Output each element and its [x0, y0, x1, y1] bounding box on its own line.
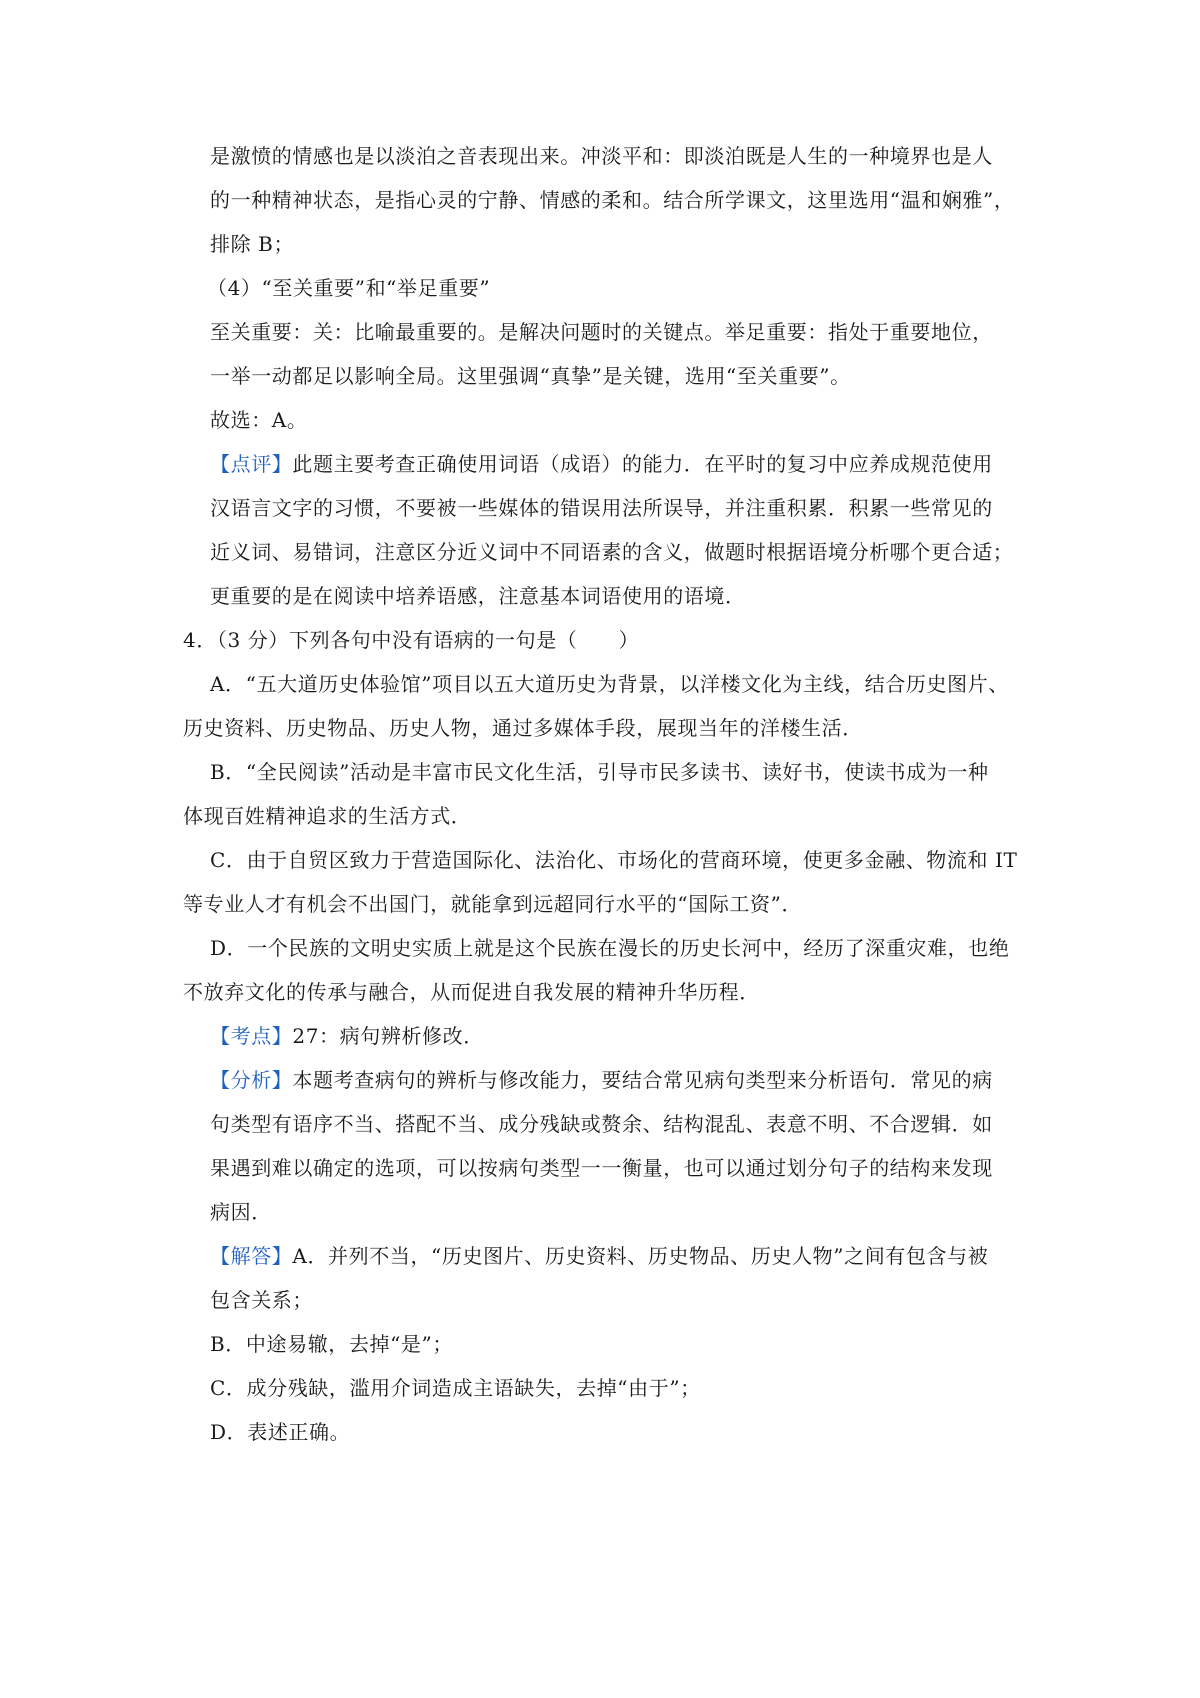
option-d-line1: D．一个民族的文明史实质上就是这个民族在漫长的历史长河中，经历了深重灾难，也绝: [210, 936, 1010, 960]
kaodian-line: [210, 1023, 484, 1049]
answer-line: 故选：A。: [210, 408, 308, 432]
review-line: 近义词、易错词，注意区分近义词中不同语素的含义，做题时根据语境分析哪个更合适；: [210, 540, 1014, 564]
analysis-line: 句类型有语序不当、搭配不当、成分残缺或赘余、结构混乱、表意不明、不合逻辑．如: [210, 1112, 993, 1136]
analysis-line: 果遇到难以确定的选项，可以按病句类型一一衡量，也可以通过划分句子的结构来发现: [210, 1156, 993, 1180]
option-c-line1: C．由于自贸区致力于营造国际化、法治化、市场化的营商环境，使更多金融、物流和 IT: [210, 848, 1018, 872]
item4-explanation-line: 至关重要：关：比喻最重要的。是解决问题时的关键点。举足重要：指处于重要地位，: [210, 320, 993, 344]
option-b-line2: 体现百姓精神追求的生活方式．: [183, 804, 472, 828]
analysis-line: 病因．: [210, 1200, 272, 1224]
kaodian-text: 27：病句辨析修改．: [292, 1024, 484, 1048]
solution-line: D．表述正确。: [210, 1420, 351, 1444]
review-line: 汉语言文字的习惯，不要被一些媒体的错误用法所误导，并注重积累．积累一些常见的: [210, 496, 993, 520]
kaodian-tag: 【考点】: [210, 1024, 293, 1048]
analysis-text: 本题考查病句的辨析与修改能力，要结合常见病句类型来分析语句．常见的病: [292, 1068, 993, 1092]
option-c-line2: 等专业人才有机会不出国门，就能拿到远超同行水平的“国际工资”．: [183, 892, 803, 916]
option-d-line2: 不放弃文化的传承与融合，从而促进自我发展的精神升华历程．: [183, 980, 760, 1004]
question-stem: 4．（3 分）下列各句中没有语病的一句是（ ）: [183, 628, 640, 652]
solution-tag: 【解答】: [210, 1244, 293, 1268]
solution-line: 包含关系；: [210, 1288, 313, 1312]
prev-explanation-line: 排除 B；: [210, 232, 295, 256]
prev-explanation-line: 的一种精神状态，是指心灵的宁静、情感的柔和。结合所学课文，这里选用“温和娴雅”，: [210, 188, 1015, 212]
solution-text: A．并列不当，“历史图片、历史资料、历史物品、历史人物”之间有包含与被: [292, 1244, 989, 1268]
item4-explanation-line: 一举一动都足以影响全局。这里强调“真挚”是关键，选用“至关重要”。: [210, 364, 851, 388]
analysis-first-line: [210, 1067, 993, 1093]
item4-heading: （4）“至关重要”和“举足重要”: [207, 276, 491, 300]
solution-first-line: [210, 1243, 988, 1269]
option-a-line2: 历史资料、历史物品、历史人物，通过多媒体手段，展现当年的洋楼生活．: [183, 716, 863, 740]
review-text: 此题主要考查正确使用词语（成语）的能力．在平时的复习中应养成规范使用: [292, 452, 993, 476]
solution-line: C．成分残缺，滥用介词造成主语缺失，去掉“由于”；: [210, 1376, 701, 1400]
review-first-line: [210, 451, 993, 477]
prev-explanation-line: 是激愤的情感也是以淡泊之音表现出来。冲淡平和：即淡泊既是人生的一种境界也是人: [210, 144, 993, 168]
option-b-line1: B．“全民阅读”活动是丰富市民文化生活，引导市民多读书、读好书，使读书成为一种: [210, 760, 989, 784]
solution-line: B．中途易辙，去掉“是”；: [210, 1332, 453, 1356]
review-tag: 【点评】: [210, 452, 293, 476]
review-line: 更重要的是在阅读中培养语感，注意基本词语使用的语境．: [210, 584, 746, 608]
option-a-line1: A．“五大道历史体验馆”项目以五大道历史为背景，以洋楼文化为主线，结合历史图片、: [210, 672, 1009, 696]
analysis-tag: 【分析】: [210, 1068, 293, 1092]
